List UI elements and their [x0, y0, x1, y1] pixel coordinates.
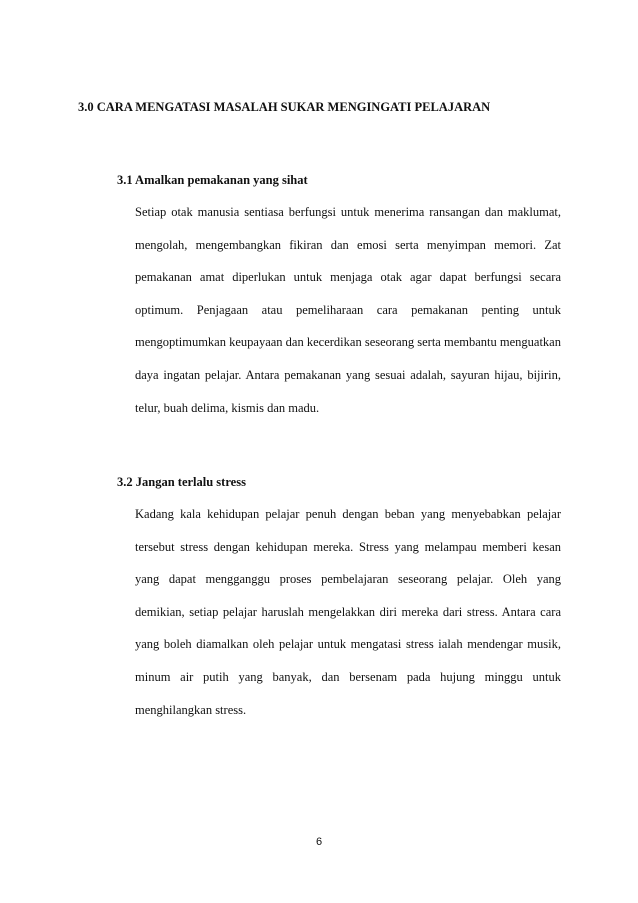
page-number: 6 — [315, 836, 323, 848]
section-paragraph-3-1: Setiap otak manusia sentiasa berfungsi untuk menerima ransangan dan maklumat, mengolah, mengembangkan fikiran dan emosi serta menyimpan memori. Zat pemakanan amat diperlukan untuk menjaga otak agar dapat berfungsi secara optimum. Penjagaan atau pemeliharaan cara pemakanan penting untuk mengoptimumkan keupayaan dan kecerdikan seseorang serta membantu menguatkan daya ingatan pelajar. Antara pemakanan yang sesuai adalah, sayuran hijau, bijirin, telur, buah delima, kismis dan madu. — [135, 205, 561, 415]
main-heading: 3.0 CARA MENGATASI MASALAH SUKAR MENGINGATI PELAJARAN — [78, 100, 491, 114]
section-paragraph-3-2: Kadang kala kehidupan pelajar penuh dengan beban yang menyebabkan pelajar tersebut stress dengan kehidupan mereka. Stress yang melampau memberi kesan yang dapat mengganggu proses pembelajaran seseorang pelajar. Oleh yang demikian, setiap pelajar haruslah mengelakkan diri mereka dari stress. Antara cara yang boleh diamalkan oleh pelajar untuk mengatasi stress ialah mendengar musik, minum air putih yang banyak, dan bersenam pada hujung minggu untuk menghilangkan stress. — [135, 507, 561, 717]
section-heading-3-2: 3.2 Jangan terlalu stress — [117, 475, 246, 489]
section-heading-3-1: 3.1 Amalkan pemakanan yang sihat — [117, 173, 308, 187]
